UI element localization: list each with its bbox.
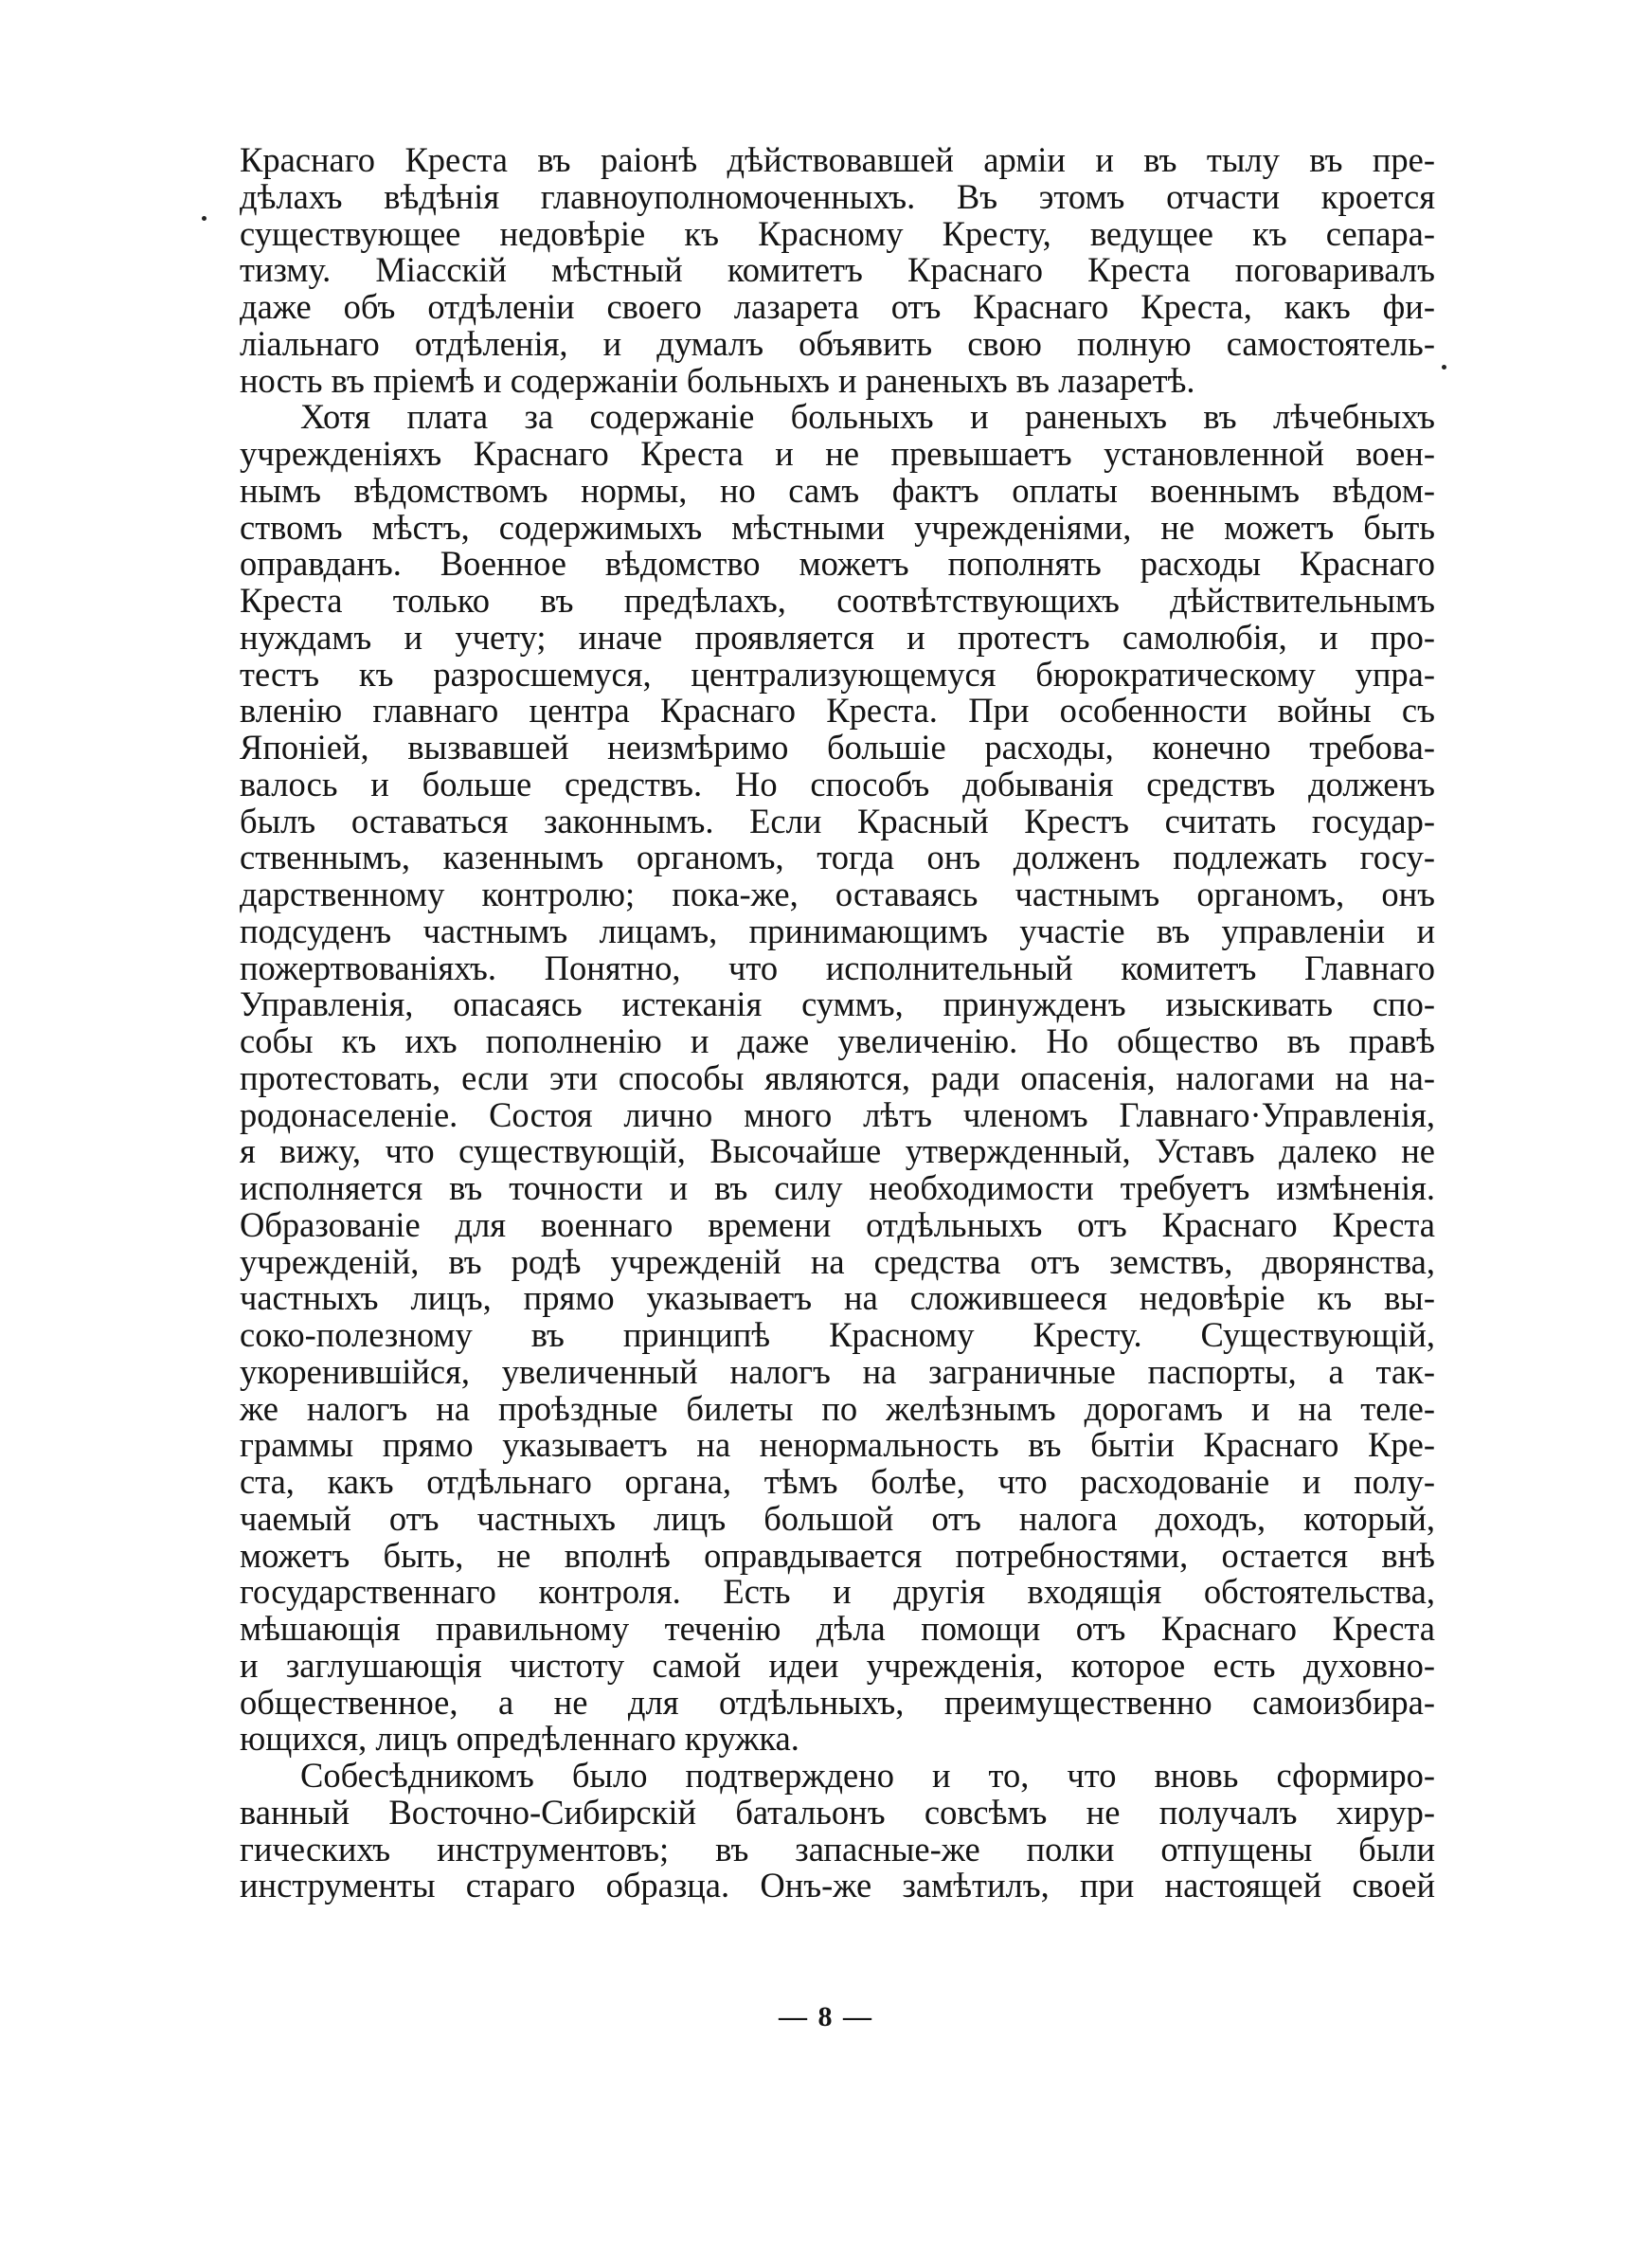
text-line: же налогъ на проѣздные билеты по желѣзнымъ дорогамъ и на теле- bbox=[240, 1388, 1435, 1428]
text-line: гическихъ инструментовъ; въ запасные-же полки отпущены были bbox=[240, 1829, 1435, 1869]
text-line: дѣлахъ вѣдѣнія главноуполномоченныхъ. Въ этомъ отчасти кроется bbox=[240, 176, 1435, 216]
margin-speck-left bbox=[202, 216, 206, 221]
text-line: былъ оставаться законнымъ. Если Красный Крестъ считать государ- bbox=[240, 801, 1435, 840]
text-line: ность въ пріемѣ и содержаніи больныхъ и раненыхъ въ лазаретѣ. bbox=[240, 360, 1195, 400]
text-line: и заглушающія чистоту самой идеи учрежденія, которое есть духовно- bbox=[240, 1645, 1435, 1685]
text-line: ственнымъ, казеннымъ органомъ, тогда онъ долженъ подлежать госу- bbox=[240, 838, 1435, 877]
text-line: нымъ вѣдомствомъ нормы, но самъ фактъ оплаты военнымъ вѣдом- bbox=[240, 470, 1435, 510]
text-line: мѣшающія правильному теченію дѣла помощи отъ Краснаго Креста bbox=[240, 1609, 1435, 1648]
text-line: ствомъ мѣстъ, содержимыхъ мѣстными учрежденіями, не можетъ быть bbox=[240, 507, 1435, 547]
text-line: ющихся, лицъ опредѣленнаго кружка. bbox=[240, 1719, 799, 1759]
text-line: дарственному контролю; пока-же, оставаясь частнымъ органомъ, онъ bbox=[240, 875, 1435, 913]
text-line: подсуденъ частнымъ лицамъ, принимающимъ участіе въ управленіи и bbox=[240, 911, 1435, 950]
text-line: можетъ быть, не вполнѣ оправдывается потребностями, остается внѣ bbox=[240, 1535, 1435, 1575]
text-line: частныхъ лицъ, прямо указываетъ на сложившееся недовѣріе къ вы- bbox=[240, 1278, 1435, 1318]
text-line: инструменты стараго образца. Онъ-же замѣтилъ, при настоящей своей bbox=[240, 1866, 1435, 1905]
text-line: исполняется въ точности и въ силу необходимости требуетъ измѣненія. bbox=[240, 1168, 1435, 1207]
text-line: пожертвованіяхъ. Понятно, что исполнительный комитетъ Главнаго bbox=[240, 948, 1435, 987]
body-text bbox=[240, 142, 1435, 1905]
text-line: даже объ отдѣленіи своего лазарета отъ Краснаго Креста, какъ фи- bbox=[240, 287, 1435, 326]
text-line: государственнаго контроля. Есть и другія входящія обстоятельства, bbox=[240, 1572, 1435, 1612]
text-line: Образованіе для военнаго времени отдѣльныхъ отъ Краснаго Креста bbox=[240, 1204, 1435, 1244]
text-line: Креста только въ предѣлахъ, соотвѣтствующихъ дѣйствительнымъ bbox=[240, 581, 1435, 620]
text-line: граммы прямо указываетъ на ненормальность въ бытіи Краснаго Кре- bbox=[240, 1425, 1435, 1465]
text-line: тестъ къ разросшемуся, централизующемуся бюрократическому упра- bbox=[240, 654, 1435, 694]
text-line: учрежденій, въ родѣ учрежденій на средства отъ земствъ, дворянства, bbox=[240, 1241, 1435, 1281]
text-line: оправданъ. Военное вѣдомство можетъ пополнять расходы Краснаго bbox=[240, 544, 1435, 584]
text-line: вленію главнаго центра Краснаго Креста. При особенности войны съ bbox=[240, 691, 1435, 731]
text-line: чаемый отъ частныхъ лицъ большой отъ налога доходъ, который, bbox=[240, 1498, 1435, 1538]
text-line: укоренившійся, увеличенный налогъ на заграничные паспорты, а так- bbox=[240, 1351, 1435, 1391]
text-line: нуждамъ и учету; иначе проявляется и протестъ самолюбія, и про- bbox=[240, 617, 1435, 657]
text-line: валось и больше средствъ. Но способъ добыванія средствъ долженъ bbox=[240, 764, 1435, 803]
text-line: соко-полезному въ принципѣ Красному Кресту. Существующій, bbox=[240, 1315, 1435, 1354]
text-line: ста, какъ отдѣльнаго органа, тѣмъ болѣе, что расходованіе и полу- bbox=[240, 1462, 1435, 1501]
text-line: тизму. Міасскій мѣстный комитетъ Краснаго Креста поговаривалъ bbox=[240, 250, 1435, 290]
text-line: Собесѣдникомъ было подтверждено и то, что вновь сформиро- bbox=[300, 1756, 1435, 1795]
text-line: существующее недовѣріе къ Красному Кресту, ведущее къ сепара- bbox=[240, 213, 1435, 253]
text-line: родонаселеніе. Состоя лично много лѣтъ членомъ Главнаго·Управленія, bbox=[240, 1094, 1435, 1134]
text-line: ліальнаго отдѣленія, и думалъ объявить свою полную самостоятель- bbox=[240, 323, 1435, 363]
text-line: учрежденіяхъ Краснаго Креста и не превышаетъ установленной воен- bbox=[240, 434, 1435, 473]
text-line: протестовать, если эти способы являются, ради опасенія, налогами на на- bbox=[240, 1057, 1435, 1097]
text-line: собы къ ихъ пополненію и даже увеличенію. Но общество въ правѣ bbox=[240, 1021, 1435, 1060]
text-line: ванный Восточно-Сибирскій батальонъ совсѣмъ не получалъ хирур- bbox=[240, 1792, 1435, 1832]
text-line: Хотя плата за содержаніе больныхъ и раненыхъ въ лѣчебныхъ bbox=[300, 397, 1435, 437]
text-line: Краснаго Креста въ раіонѣ дѣйствовавшей арміи и въ тылу въ пре- bbox=[240, 140, 1435, 179]
text-line: я вижу, что существующій, Высочайше утвержденный, Уставъ далеко не bbox=[240, 1131, 1435, 1171]
text-line: общественное, а не для отдѣльныхъ, преимущественно самоизбира- bbox=[240, 1682, 1435, 1722]
text-line: Управленія, опасаясь истеканія суммъ, принужденъ изыскивать спо- bbox=[240, 984, 1435, 1024]
text-line: Японіей, вызвавшей неизмѣримо большіе расходы, конечно требова- bbox=[240, 728, 1435, 767]
page-number: — 8 — bbox=[779, 2001, 873, 2032]
margin-speck-right bbox=[1442, 365, 1446, 370]
